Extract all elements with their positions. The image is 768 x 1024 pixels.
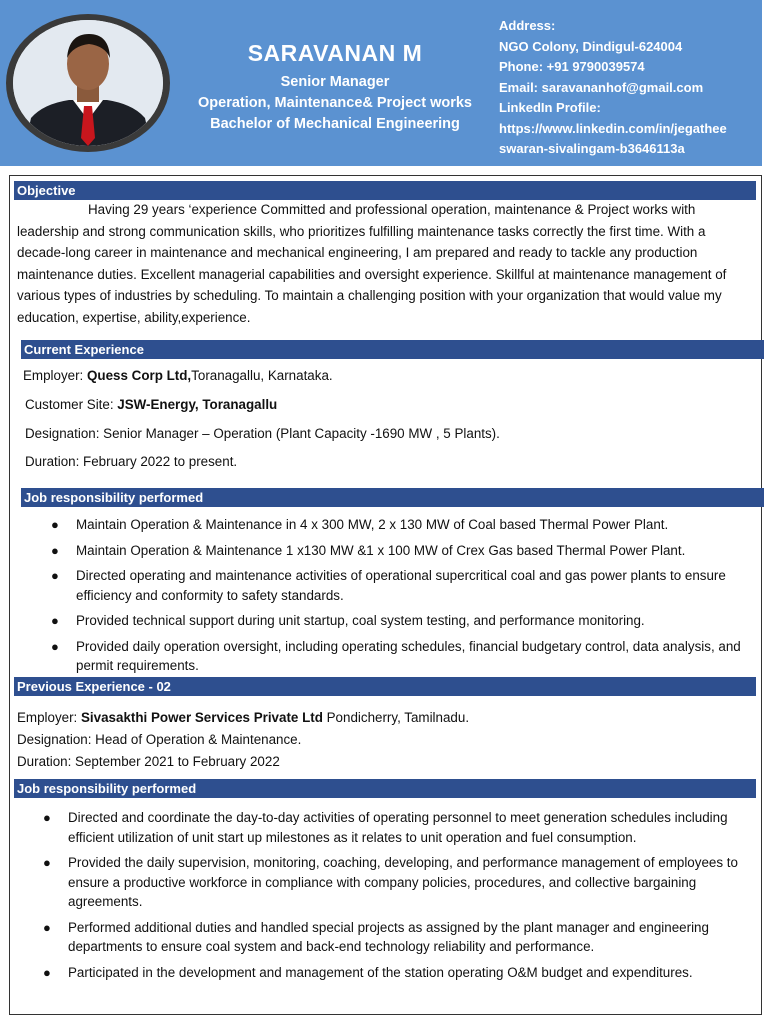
customer-site: [25, 396, 277, 414]
list-item-text: Provided technical support during unit startup, coal system testing, and performance monitoring.: [76, 613, 645, 628]
list-item: [24, 566, 758, 605]
previous-designation: Designation: Head of Operation & Maintenance.: [17, 732, 302, 747]
previous-responsibility-heading: Job responsibility performed: [14, 779, 756, 798]
employer-place: Pondicherry, Tamilnadu.: [322, 710, 470, 725]
education-degree: Bachelor of Mechanical Engineering: [210, 116, 460, 132]
bullet-dot-icon: ●: [51, 613, 59, 628]
linkedin-label: LinkedIn Profile:: [499, 100, 601, 115]
current-experience-heading: Current Experience: [21, 340, 764, 359]
list-item-text: Directed operating and maintenance activities of operational supercritical coal and gas power plants to ensure efficiency and conformity to safety standards.: [76, 568, 726, 603]
site-label: Customer Site:: [25, 397, 118, 412]
bullet-dot-icon: ●: [43, 919, 51, 935]
list-item: [24, 515, 758, 535]
bullet-dot-icon: ●: [43, 964, 51, 980]
list-item: [16, 963, 758, 983]
header-title-block: [180, 38, 490, 135]
current-responsibility-list: [24, 515, 758, 676]
previous-responsibility-list: [16, 808, 758, 982]
bullet-dot-icon: ●: [43, 855, 51, 870]
list-item: [24, 611, 758, 631]
linkedin-url-part1[interactable]: https://www.linkedin.com/in/jegathee: [499, 120, 727, 136]
objective-text: Having 29 years ‘experience Committed and professional operation, maintenance & Project works with leadership and strong communication skills, who prioritizes fulfilling maintenance tasks correctly the first time. With a decade-long career in maintenance and mechanical engineering, I am prepared and ready to tackle any production maintenance duties. Excellent managerial capabilities and oversight experience. Skillful at maintenance management of various types of industries by scheduling. To maintain a challenging position with your organization that would value my education, expertise, ability,experience.: [17, 202, 727, 325]
site-name: JSW-Energy, Toranagallu: [117, 397, 278, 412]
previous-experience-heading: Previous Experience - 02: [14, 677, 756, 696]
list-item-text: Maintain Operation & Maintenance in 4 x 300 MW, 2 x 130 MW of Coal based Thermal Power Plant.: [76, 517, 669, 532]
email-value: Email: saravananhof@gmail.com: [499, 79, 704, 95]
person-photo-icon: [13, 20, 163, 146]
list-item-text: Maintain Operation & Maintenance 1 x130 MW &1 x 100 MW of Crex Gas based Thermal Power Plant.: [76, 542, 686, 558]
linkedin-url[interactable]: [499, 119, 761, 160]
current-designation: Designation: Senior Manager – Operation (Plant Capacity -1690 MW , 5 Plants).: [25, 426, 500, 441]
employer-label: Employer:: [23, 368, 87, 383]
list-item-text: Provided daily operation oversight, including operating schedules, financial budgetary control, data analysis, and permit requirements.: [76, 638, 741, 673]
job-title: Senior Manager: [280, 74, 390, 90]
employer-place: Toranagallu, Karnataka.: [191, 368, 333, 383]
employer-name: Sivasakthi Power Services Private Ltd: [81, 710, 323, 725]
list-item: [24, 541, 758, 561]
previous-employer: [17, 709, 469, 727]
current-employer: [23, 367, 333, 385]
list-item-text: Directed and coordinate the day-to-day activities of operating personnel to meet generation schedules including efficient utilization of unit start up milestones as it relates to unit operation and fuel consumption.: [68, 810, 728, 845]
bullet-dot-icon: ●: [51, 638, 59, 654]
job-specialty: Operation, Maintenance& Project works: [198, 95, 472, 111]
objective-heading: Objective: [14, 181, 756, 200]
list-item-text: Performed additional duties and handled special projects as assigned by the plant manager and engineering departments to ensure coal system and back-end technology reliability and performance.: [68, 919, 709, 954]
current-responsibility-heading: Job responsibility performed: [21, 488, 764, 507]
bullet-dot-icon: ●: [51, 517, 59, 532]
address-value: NGO Colony, Dindigul-624004: [499, 38, 683, 54]
contact-block: [499, 16, 761, 160]
profile-photo: [13, 20, 163, 146]
list-item: [16, 808, 758, 847]
employer-name: Quess Corp Ltd,: [87, 368, 192, 383]
list-item-text: Provided the daily supervision, monitoring, coaching, developing, and performance management of employees to ensure a productive workforce in compliance with company policies, procedures, and collective bargaining agreements.: [68, 855, 738, 909]
resume-header: [0, 0, 762, 166]
employer-label: Employer:: [17, 710, 81, 725]
candidate-name: SARAVANAN M: [247, 40, 423, 66]
list-item: [16, 853, 758, 912]
list-item: [24, 637, 758, 676]
list-item-text: Participated in the development and management of the station operating O&M budget and expenditures.: [68, 964, 693, 980]
bullet-dot-icon: ●: [51, 542, 59, 558]
current-duration: Duration: February 2022 to present.: [25, 454, 238, 469]
address-label: Address:: [499, 18, 556, 33]
linkedin-url-part2[interactable]: swaran-sivalingam-b3646113a: [499, 141, 685, 156]
bullet-dot-icon: ●: [51, 568, 59, 583]
bullet-dot-icon: ●: [43, 810, 51, 825]
phone-value: Phone: +91 9790039574: [499, 59, 645, 74]
list-item: [16, 918, 758, 957]
previous-duration: Duration: September 2021 to February 2022: [17, 754, 280, 769]
